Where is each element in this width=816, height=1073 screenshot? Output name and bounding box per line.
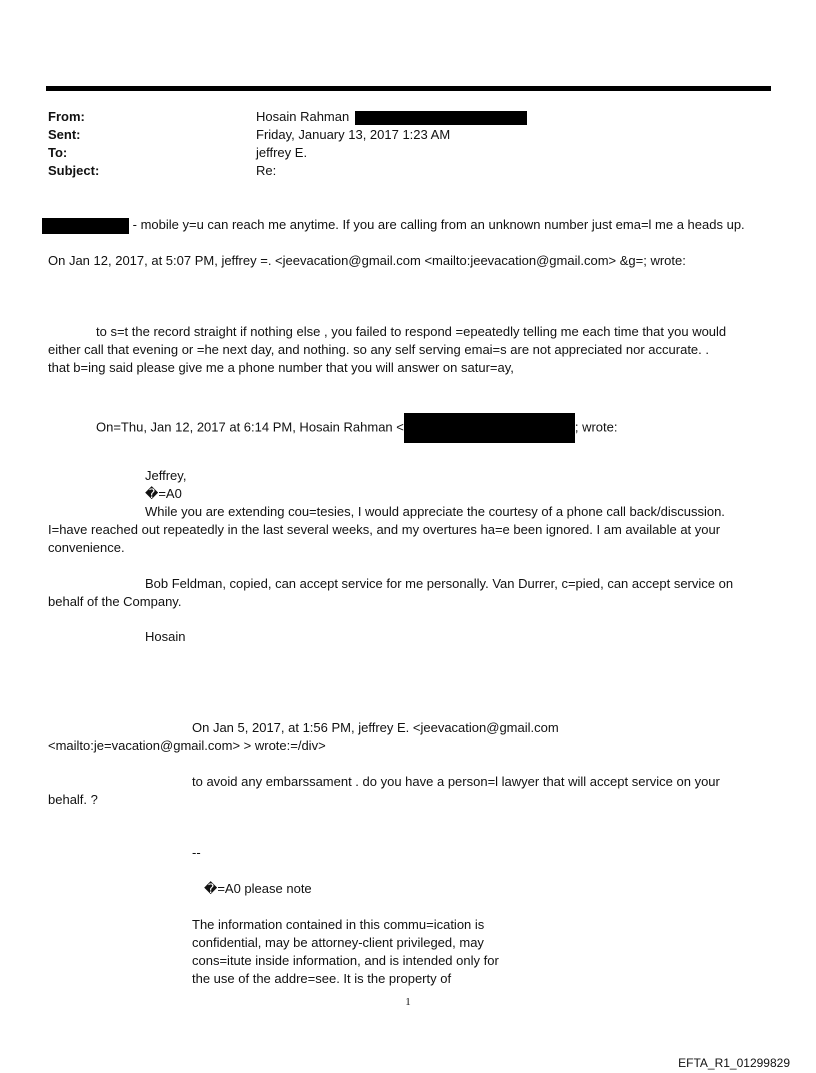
disclaimer-line1: The information contained in this commu=ication is [192,917,485,932]
disclaimer-line4: the use of the addre=see. It is the property of [192,971,452,986]
greeting: Jeffrey, [145,468,187,483]
sent-value: Friday, January 13, 2017 1:23 AM [256,127,451,142]
subject-label: Subject: [48,163,100,178]
signature: Hosain [145,629,186,644]
para2-line3: convenience. [48,540,125,555]
para4-line2: behalf. ? [48,792,98,807]
para1-line3: that b=ing said please give me a phone number that you will answer on satur=ay, [48,360,514,375]
para3-line1: Bob Feldman, copied, can accept service for me personally. Van Durrer, c=pied, can accept service on [145,576,734,591]
para2-line1: While you are extending cou=tesies, I would appreciate the courtesy of a phone call back/discussion. [145,504,725,519]
redaction-phone [42,218,129,234]
page-number: 1 [405,996,411,1008]
redaction-email [404,413,575,443]
header-rule [46,86,771,91]
quote2-line1: On Jan 5, 2017, at 1:56 PM, jeffrey E. <jeevacation@gmail.com [192,720,559,735]
to-value: jeffrey E. [256,145,308,160]
footer-id: EFTA_R1_01299829 [678,1056,790,1070]
a0-artifact-2: �=A0 please note [204,881,312,896]
para1-line1: to s=t the record straight if nothing else , you failed to respond =epeatedly telling me each time that you would [96,324,727,339]
disclaimer-line2: confidential, may be attorney-client privileged, may [192,935,484,950]
a0-artifact-1: �=A0 [145,486,182,501]
to-label: To: [48,145,68,160]
quote1-prefix: On=Thu, Jan 12, 2017 at 6:14 PM, Hosain Rahman < [96,419,404,435]
para2-line2: I=have reached out repeatedly in the last several weeks, and my overtures ha=e been ignored. I am available at your [48,522,721,537]
from-value [256,108,527,126]
signature-dashes: -- [192,845,201,860]
para4-line1: to avoid any embarssament . do you have a person=l lawyer that will accept service on your [192,774,720,789]
para3-line2: behalf of the Company. [48,594,182,609]
quote2-line2: <mailto:je=vacation@gmail.com> > wrote:=/div> [48,738,326,753]
from-name: Hosain Rahman [256,109,350,124]
subject-value: Re: [256,163,277,178]
redaction-from-email [355,111,527,125]
quote-header-hosain [96,413,617,443]
from-label: From: [48,109,85,124]
phone-line-text: - mobile y=u can reach me anytime. If you are calling from an unknown number just ema=l me a heads up. [132,217,745,232]
phone-line [42,216,745,234]
sent-label: Sent: [48,127,81,142]
para1-line2: either call that evening or =he next day, and nothing. so any self serving emai=s are not appreciated nor accurate. . [48,342,709,357]
disclaimer-line3: cons=itute inside information, and is intended only for [192,953,499,968]
quote1-suffix: ; wrote: [574,419,618,435]
quote-header-jan12: On Jan 12, 2017, at 5:07 PM, jeffrey =. <jeevacation@gmail.com <mailto:jeevacation@gmail.com> &g=; wrote: [48,253,686,268]
